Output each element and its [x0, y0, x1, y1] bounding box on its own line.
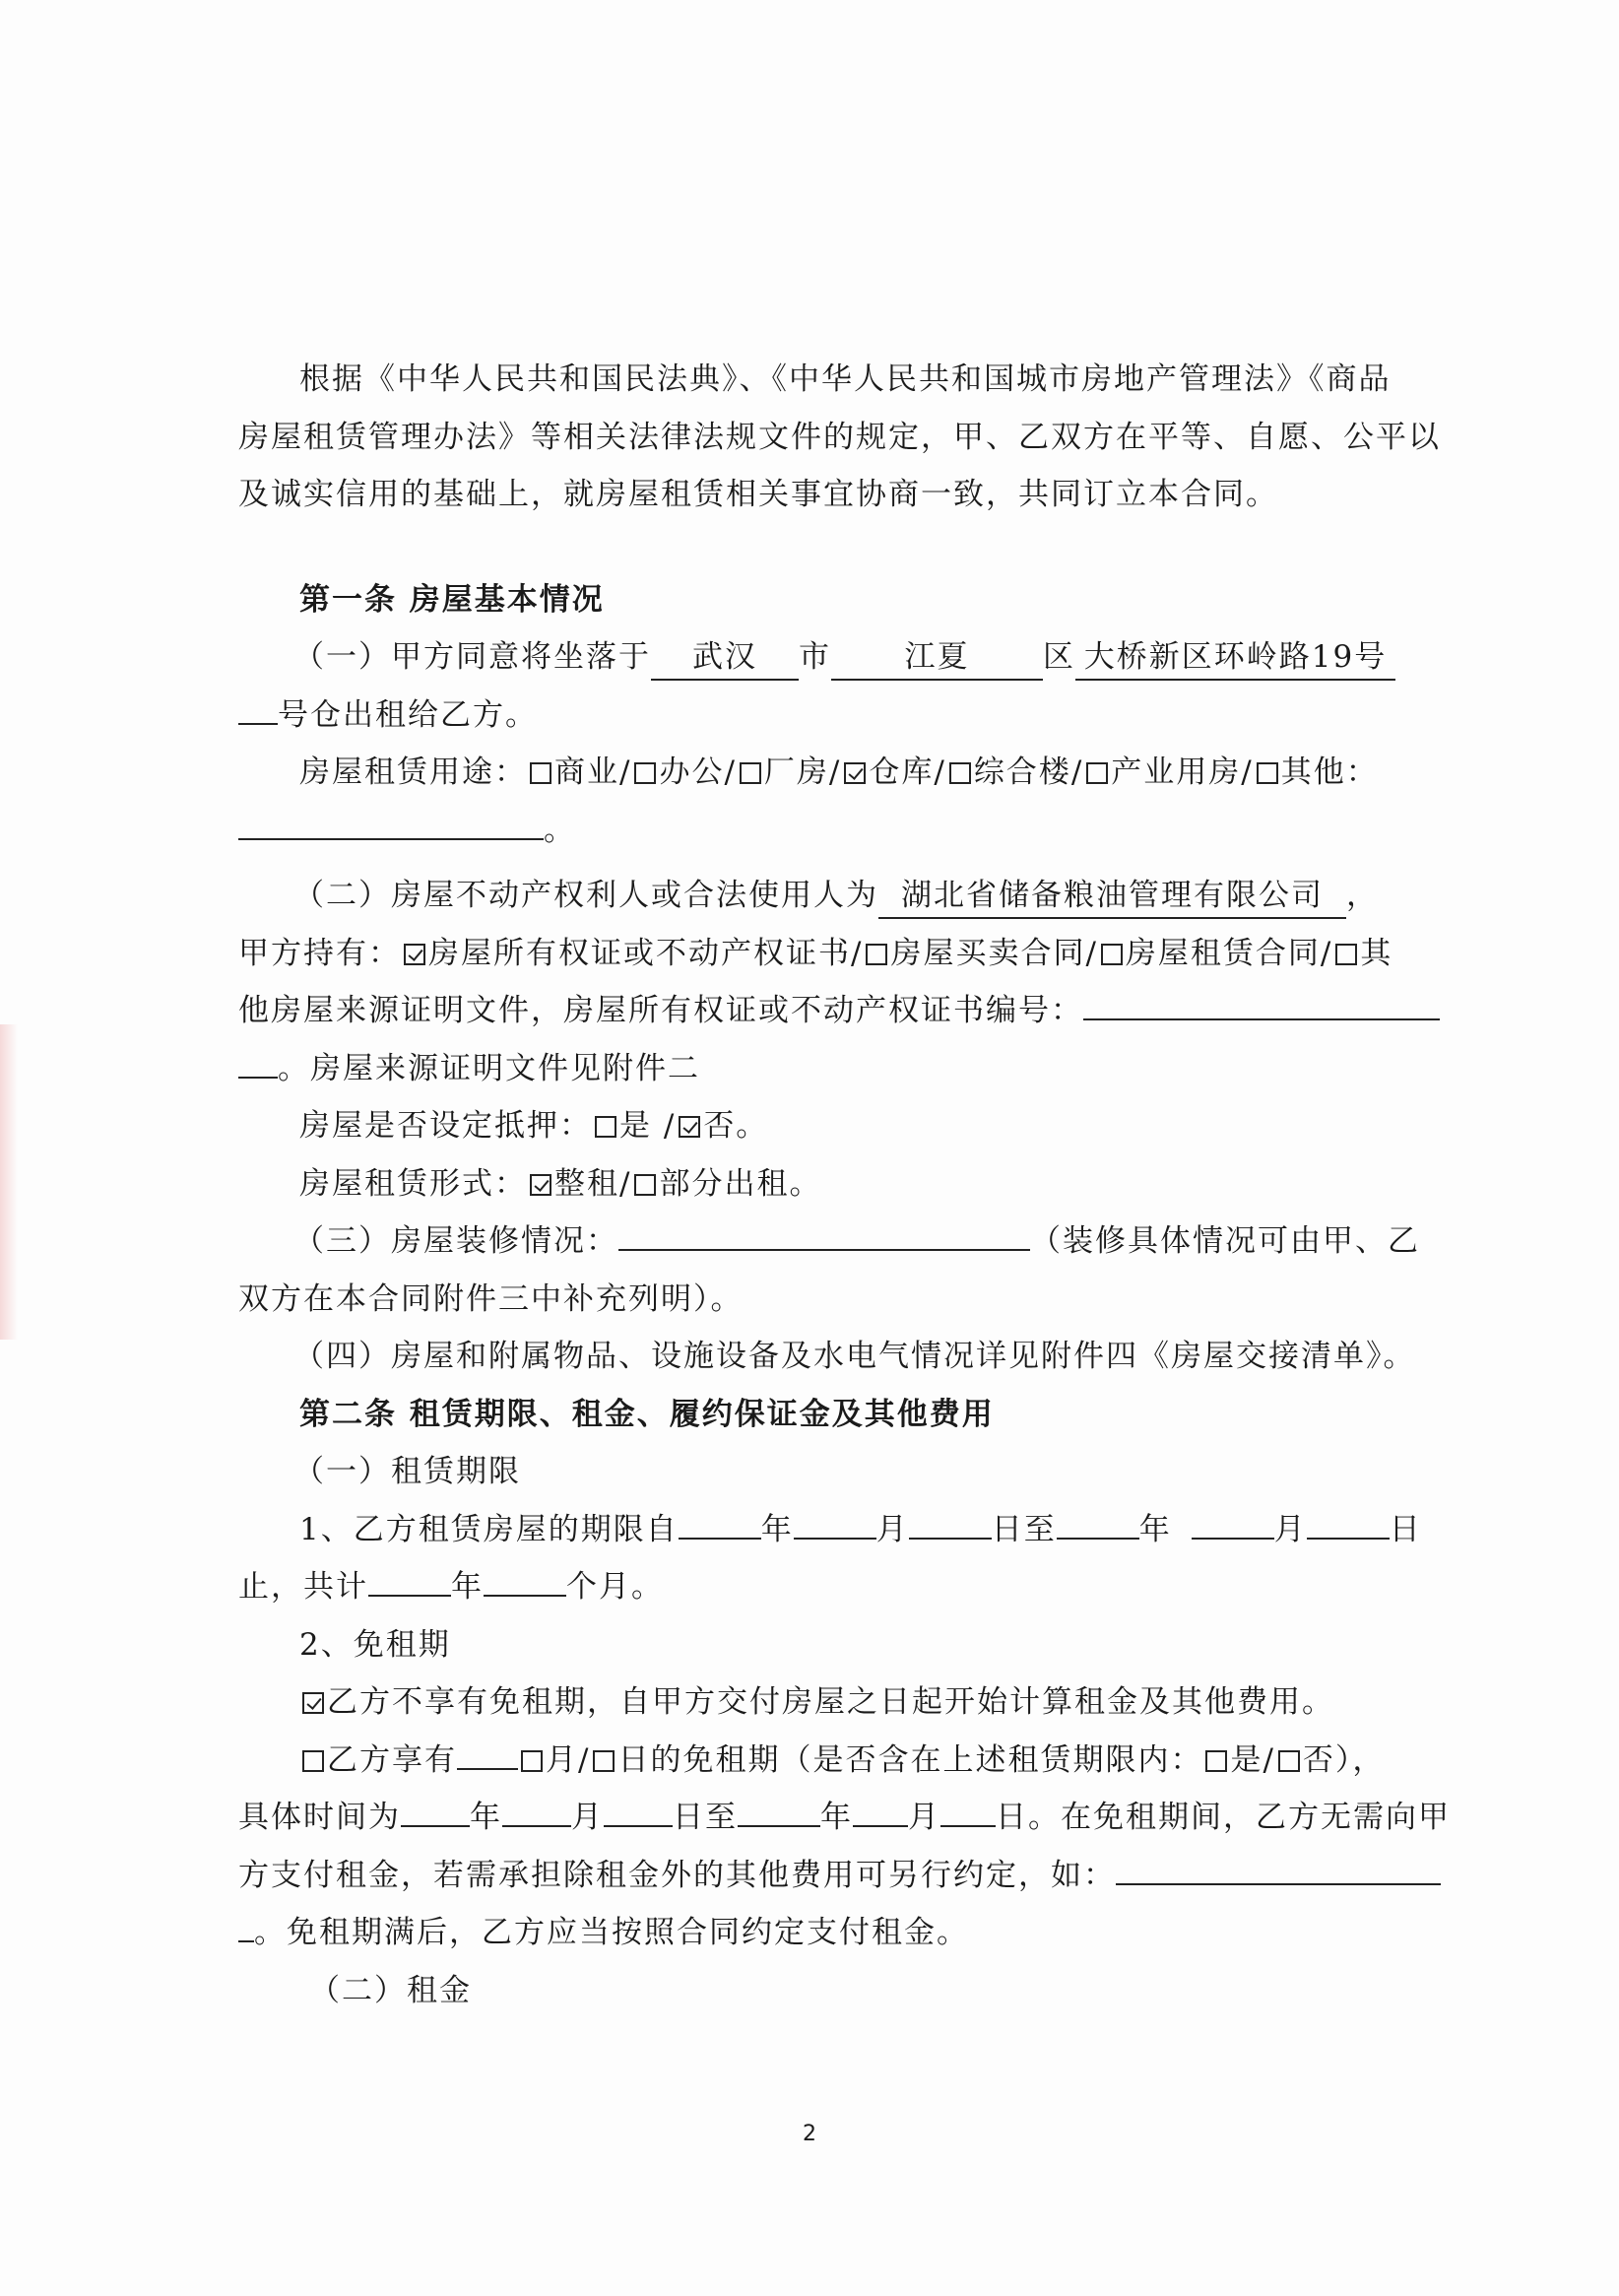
unit-field: [238, 723, 278, 725]
checkbox-industrial: [1086, 762, 1108, 784]
article-2-title: 第二条 租赁期限、租金、履约保证金及其他费用: [299, 1396, 995, 1432]
lease-form-line: 房屋租赁形式： 整租/ 部分出租。: [299, 1165, 822, 1202]
article-1-section-3-cont: 双方在本合同附件三中补充列明）。: [238, 1280, 744, 1317]
article-1-section-1: （一）甲方同意将坐落于 武汉 市 江夏 区 大桥新区环岭路19号: [238, 628, 1436, 687]
usage-line: 房屋租赁用途： 商业/ 办公/ 厂房/ 仓库/ 综合楼/ 产业用房/ 其他：: [299, 754, 1379, 790]
seal-edge-mark: [0, 1024, 18, 1340]
checkbox-office: [634, 762, 656, 784]
article-1-title: 第一条 房屋基本情况: [299, 581, 605, 618]
article-1-section-3: （三）房屋装修情况： （装修具体情况可由甲、乙: [293, 1223, 1420, 1259]
checkbox-included-yes: [1205, 1750, 1227, 1772]
document-options-line: 甲方持有： 房屋所有权证或不动产权证书/ 房屋买卖合同/ 房屋租赁合同/ 其: [238, 935, 1393, 971]
checkbox-factory: [740, 762, 761, 784]
rent-free-yes-line: 乙方享有 月/ 日的免租期（是否含在上述租赁期限内： 是/ 否），: [238, 1732, 1436, 1790]
checkbox-no-rent-free-checked: [302, 1692, 324, 1714]
page-number: 2: [803, 2122, 816, 2146]
contract-body: [238, 351, 1451, 2019]
article-1-section-2: （二）房屋不动产权利人或合法使用人为 湖北省储备粮油管理有限公司 ，: [238, 867, 1436, 925]
mortgage-line: 房屋是否设定抵押： 是 / 否。: [299, 1108, 769, 1144]
checkbox-title-cert-checked: [404, 944, 425, 965]
rent-free-end-line: 。免租期满后，乙方应当按照合同约定支付租金。: [238, 1904, 1436, 1962]
intro-line-3: 及诚实信用的基础上，就房屋租赁相关事宜协商一致，共同订立本合同。: [238, 477, 1278, 512]
rent-free-no-line: 乙方不享有免租期，自甲方交付房屋之日起开始计算租金及其他费用。: [238, 1673, 1436, 1732]
checkbox-rent-free: [302, 1750, 324, 1772]
article-1-section-4: （四）房屋和附属物品、设施设备及水电气情况详见附件四《房屋交接清单》。: [293, 1339, 1416, 1374]
checkbox-other: [1257, 762, 1278, 784]
article-2-subsection-2: （二）租金: [309, 1972, 472, 2008]
cert-number-field: [1083, 1018, 1440, 1020]
cert-number-line: 他房屋来源证明文件，房屋所有权证或不动产权证书编号：: [238, 982, 1436, 1040]
checkbox-mortgage-yes: [595, 1116, 616, 1138]
intro-line-2: 房屋租赁管理办法》等相关法律法规文件的规定，甲、乙双方在平等、自愿、公平以: [238, 419, 1441, 455]
checkbox-complex: [949, 762, 971, 784]
checkbox-whole-lease-checked: [530, 1174, 551, 1196]
checkbox-sale-contract: [866, 944, 887, 965]
checkbox-partial-lease: [634, 1174, 656, 1196]
lease-term-line-cont: 止，共计 年 个月。: [238, 1569, 664, 1605]
rent-free-other-fees-line: 方支付租金，若需承担除租金外的其他费用可另行约定，如：: [238, 1847, 1436, 1905]
checkbox-commercial: [530, 762, 551, 784]
checkbox-lease-contract: [1101, 944, 1123, 965]
checkbox-free-day: [593, 1750, 615, 1772]
article-2-subsection-1: （一）租赁期限: [293, 1454, 521, 1489]
owner-field: 湖北省储备粮油管理有限公司: [878, 874, 1346, 919]
lease-term-line: 1、乙方租赁房屋的期限自 年 月 日至 年 月 日: [299, 1511, 1422, 1547]
rent-free-title: 2、免租期: [299, 1626, 451, 1663]
article-1-section-1-cont: 号仓出租给乙方。: [238, 687, 1436, 745]
cert-number-line-cont: 。房屋来源证明文件见附件二: [238, 1040, 1436, 1098]
checkbox-warehouse-checked: [844, 762, 866, 784]
usage-other-field: [238, 838, 544, 840]
intro-line-1: 根据《中华人民共和国民法典》、《中华人民共和国城市房地产管理法》《商品: [299, 361, 1392, 397]
decoration-field: [618, 1249, 1030, 1251]
district-field: 江夏: [831, 635, 1043, 681]
checkbox-free-month: [521, 1750, 543, 1772]
usage-other-line: 。: [238, 802, 1436, 860]
checkbox-included-no: [1278, 1750, 1300, 1772]
rent-free-period-line: 具体时间为 年 月 日至 年 月 日。在免租期间，乙方无需向甲: [238, 1800, 1451, 1835]
address-field: 大桥新区环岭路19号: [1075, 635, 1395, 681]
checkbox-mortgage-no-checked: [679, 1116, 700, 1138]
checkbox-other-doc: [1335, 944, 1357, 965]
city-field: 武汉: [651, 635, 799, 681]
